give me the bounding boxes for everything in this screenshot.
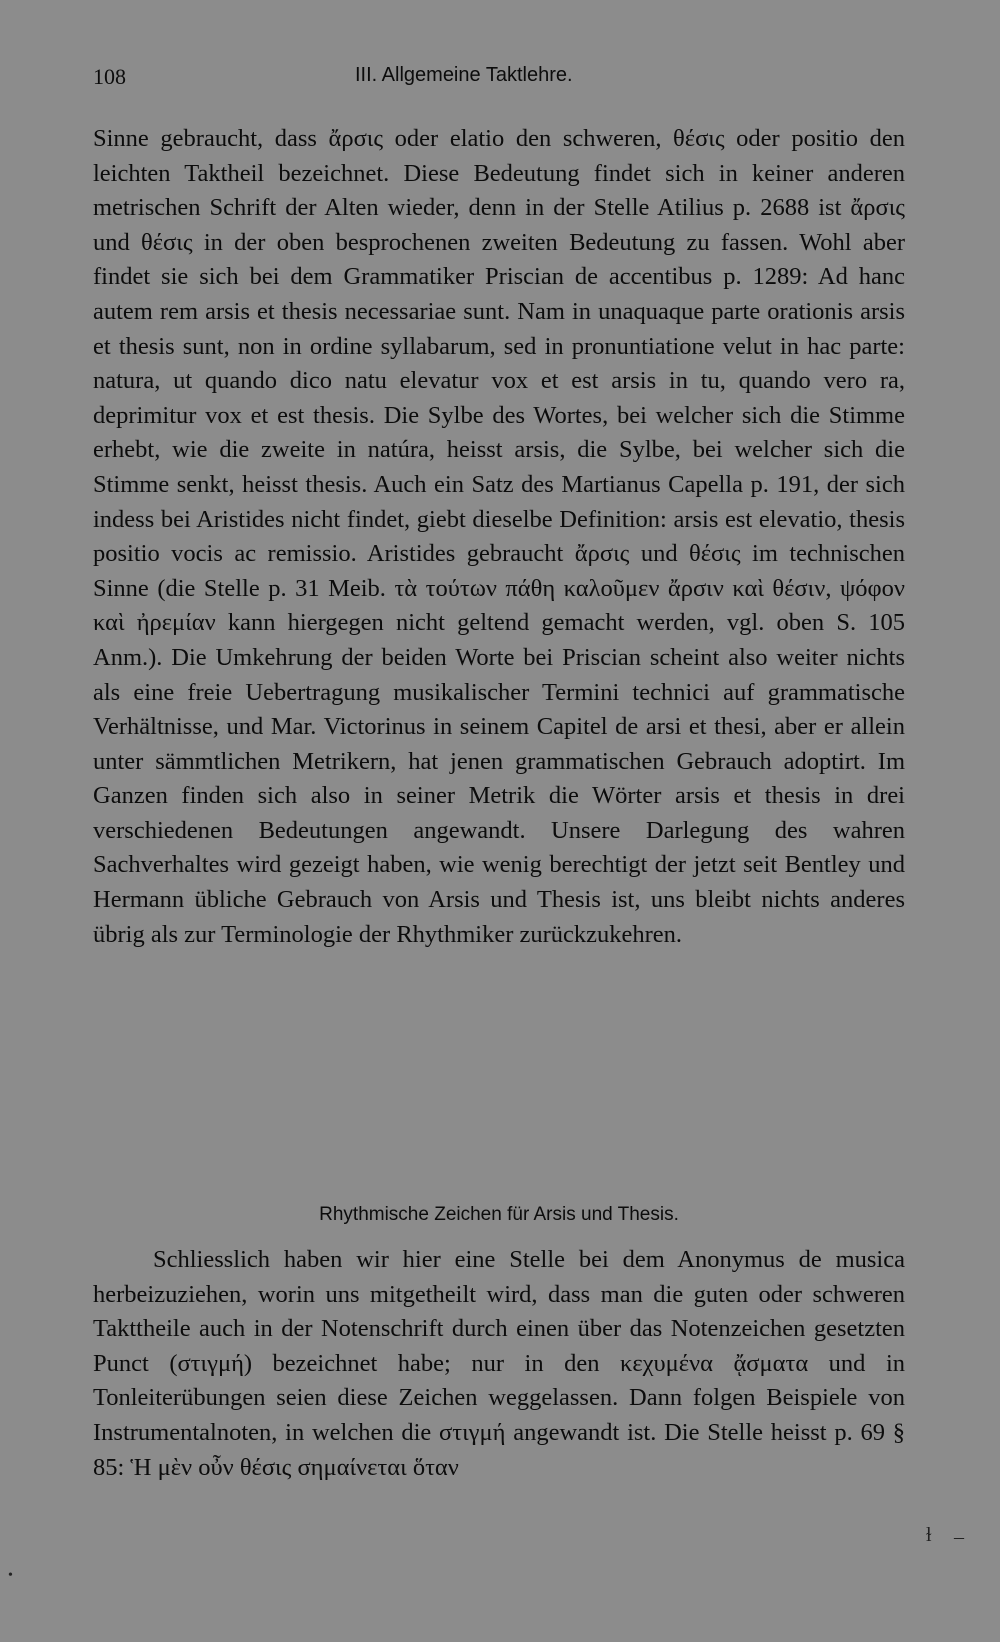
section-heading: Rhythmische Zeichen für Arsis und Thesis. bbox=[319, 1204, 679, 1225]
speck-mark: • bbox=[8, 1568, 13, 1583]
paragraph-text: Sinne gebraucht, dass ἄρσις oder elatio den schweren, θέσις oder positio den leichten Taktheil bezeichnet. Diese Bedeutung findet sich in keiner anderen metrischen Schrift der Alten wieder, denn in der Stelle Atilius p. 2688 ist ἄρσις und θέσις in der oben besprochenen zweiten Bedeutung zu fassen. Wohl aber findet sie sich bei dem Grammatiker Priscian de accentibus p. 1289: Ad hanc autem rem arsis et thesis necessariae sunt. Nam in unaquaque parte orationis arsis et thesis sunt, non in ordine syllabarum, sed in pronuntiatione velut in hac parte: natura, ut quando dico natu elevatur vox et est arsis in tu, quando vero ra, deprimitur vox et est thesis. Die Sylbe des Wortes, bei welcher sich die Stimme erhebt, wie die zweite in natúra, heisst arsis, die Sylbe, bei welcher sich die Stimme senkt, heisst thesis. Auch ein Satz des Martianus Capella p. 191, der sich indess bei Aristides nicht findet, giebt dieselbe Definition: arsis est elevatio, thesis positio vocis ac remissio. Aristides gebraucht ἄρσις und θέσις im technischen Sinne (die Stelle p. 31 Meib. τὰ τούτων πάθη καλοῦμεν ἄρσιν καὶ θέσιν, ψόφον καὶ ἠρεμίαν kann hiergegen nicht geltend gemacht werden, vgl. oben S. 105 Anm.). Die Umkehrung der beiden Worte bei Priscian scheint also weiter nichts als eine freie Uebertragung musikalischer Termini technici auf grammatische Verhältnisse, und Mar. Victorinus in seinem Capitel de arsi et thesi, aber er allein unter sämmtlichen Metrikern, hat jenen grammatischen Gebrauch adoptirt. Im Ganzen finden sich also in seiner Metrik die Wörter arsis et thesis in drei verschiedenen Bedeutungen angewandt. Unsere Darlegung des wahren Sachverhaltes wird gezeigt haben, wie wenig berechtigt der jetzt seit Bentley und Hermann übliche Gebrauch von Arsis und Thesis ist, uns bleibt nichts anderes übrig als zur Terminologie der Rhythmiker zurückzukehren. bbox=[93, 125, 905, 948]
margin-mark: ɫ bbox=[926, 1524, 932, 1546]
body-paragraph-2 bbox=[93, 1243, 905, 1485]
margin-dash: – bbox=[954, 1526, 964, 1548]
running-title: III. Allgemeine Taktlehre. bbox=[355, 64, 573, 86]
page-header bbox=[93, 64, 905, 104]
paragraph-text: Schliesslich haben wir hier eine Stelle bei dem Anonymus de musica herbeizuziehen, worin uns mitgetheilt wird, dass man die guten oder schweren Takttheile auch in der Notenschrift durch einen über das Notenzeichen gesetzten Punct (στιγμή) bezeichnet habe; nur in den κεχυμένα ᾄσματα und in Tonleiterübungen seien diese Zeichen weggelassen. Dann folgen Beispiele von Instrumentalnoten, in welchen die στιγμή angewandt ist. Die Stelle heisst p. 69 § 85: Ἡ μὲν οὖν θέσις σημαίνεται ὅταν bbox=[93, 1246, 905, 1481]
page-number: 108 bbox=[93, 64, 126, 89]
body-paragraph-1 bbox=[93, 122, 905, 952]
